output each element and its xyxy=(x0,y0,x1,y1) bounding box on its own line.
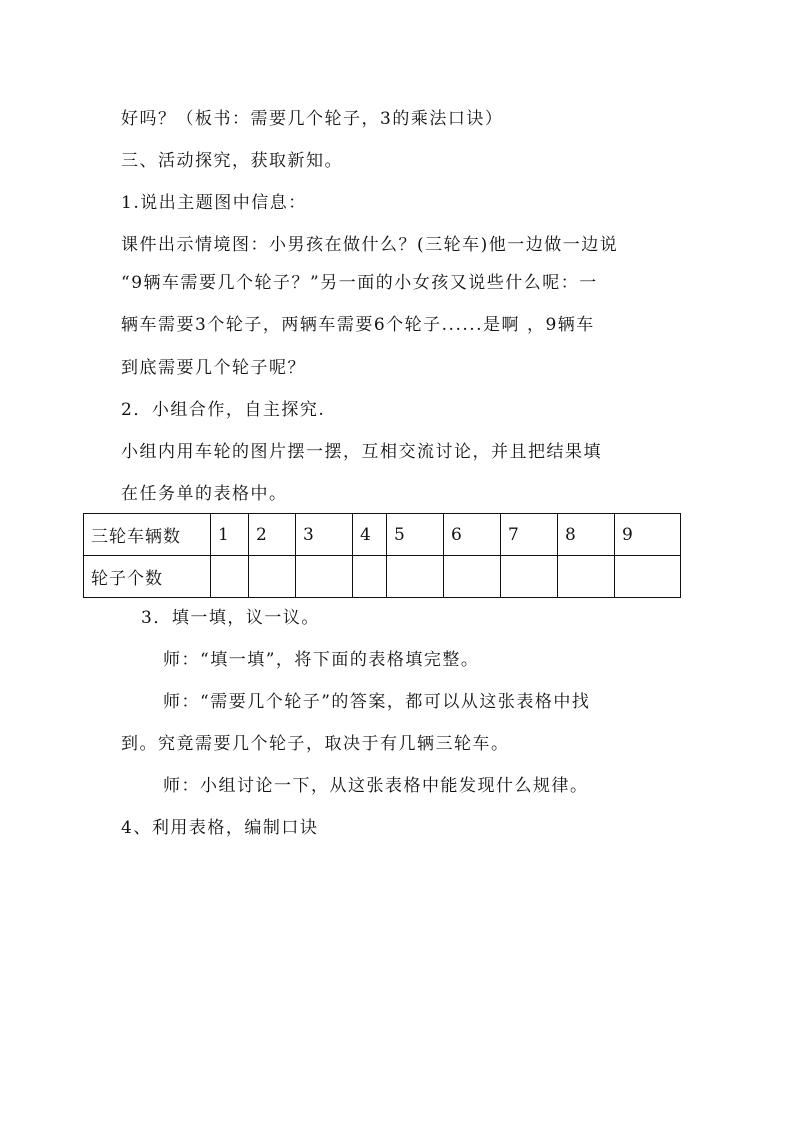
paragraph-line: 到底需要几个轮子呢？ xyxy=(121,358,306,378)
paragraph-line: 到。究竟需要几个轮子，取决于有几辆三轮车。 xyxy=(121,734,510,754)
table-row xyxy=(84,556,681,598)
section-heading: 三、活动探究，获取新知。 xyxy=(121,151,343,171)
teacher-line: 师：“需要几个轮子”的答案，都可以从这张表格中找 xyxy=(163,692,591,712)
table-cell: 2 xyxy=(249,514,296,556)
step-heading: 1.说出主题图中信息： xyxy=(121,193,307,213)
table-cell-empty xyxy=(353,556,387,598)
paragraph-line: 在任务单的表格中。 xyxy=(121,484,288,504)
table-cell-empty xyxy=(615,556,681,598)
table-cell-empty xyxy=(296,556,353,598)
tricycle-wheel-table xyxy=(83,513,681,598)
table-cell-empty xyxy=(249,556,296,598)
table-cell: 9 xyxy=(615,514,681,556)
table-cell-empty xyxy=(558,556,615,598)
paragraph-line: 课件出示情境图：小男孩在做什么？(三轮车)他一边做一边说 xyxy=(121,235,619,255)
step-heading: 2．小组合作，自主探究. xyxy=(121,400,326,420)
table-cell: 1 xyxy=(211,514,249,556)
table-cell-empty xyxy=(387,556,444,598)
paragraph-line: 小组内用车轮的图片摆一摆，互相交流讨论，并且把结果填 xyxy=(121,442,602,462)
table-cell-empty xyxy=(211,556,249,598)
table-cell: 6 xyxy=(444,514,501,556)
row-header-tricycles: 三轮车辆数 xyxy=(84,514,211,556)
table-cell-empty xyxy=(501,556,558,598)
step-heading: 3．填一填，议一议。 xyxy=(141,608,320,628)
table-cell-empty xyxy=(444,556,501,598)
table-cell: 3 xyxy=(296,514,353,556)
table-cell: 5 xyxy=(387,514,444,556)
table-cell: 7 xyxy=(501,514,558,556)
paragraph-line: 好吗？（板书：需要几个轮子，3的乘法口诀） xyxy=(121,109,504,129)
step-heading: 4、利用表格，编制口诀 xyxy=(121,818,319,838)
paragraph-line: 辆车需要3个轮子，两辆车需要6个轮子......是啊 ，9辆车 xyxy=(121,315,595,335)
table-row xyxy=(84,514,681,556)
teacher-line: 师：小组讨论一下，从这张表格中能发现什么规律。 xyxy=(163,776,589,796)
table-cell: 4 xyxy=(353,514,387,556)
teacher-line: 师：“填一填”，将下面的表格填完整。 xyxy=(163,650,480,670)
paragraph-line: “9辆车需要几个轮子？”另一面的小女孩又说些什么呢：一 xyxy=(121,273,598,293)
table-cell: 8 xyxy=(558,514,615,556)
row-header-wheels: 轮子个数 xyxy=(84,556,211,598)
